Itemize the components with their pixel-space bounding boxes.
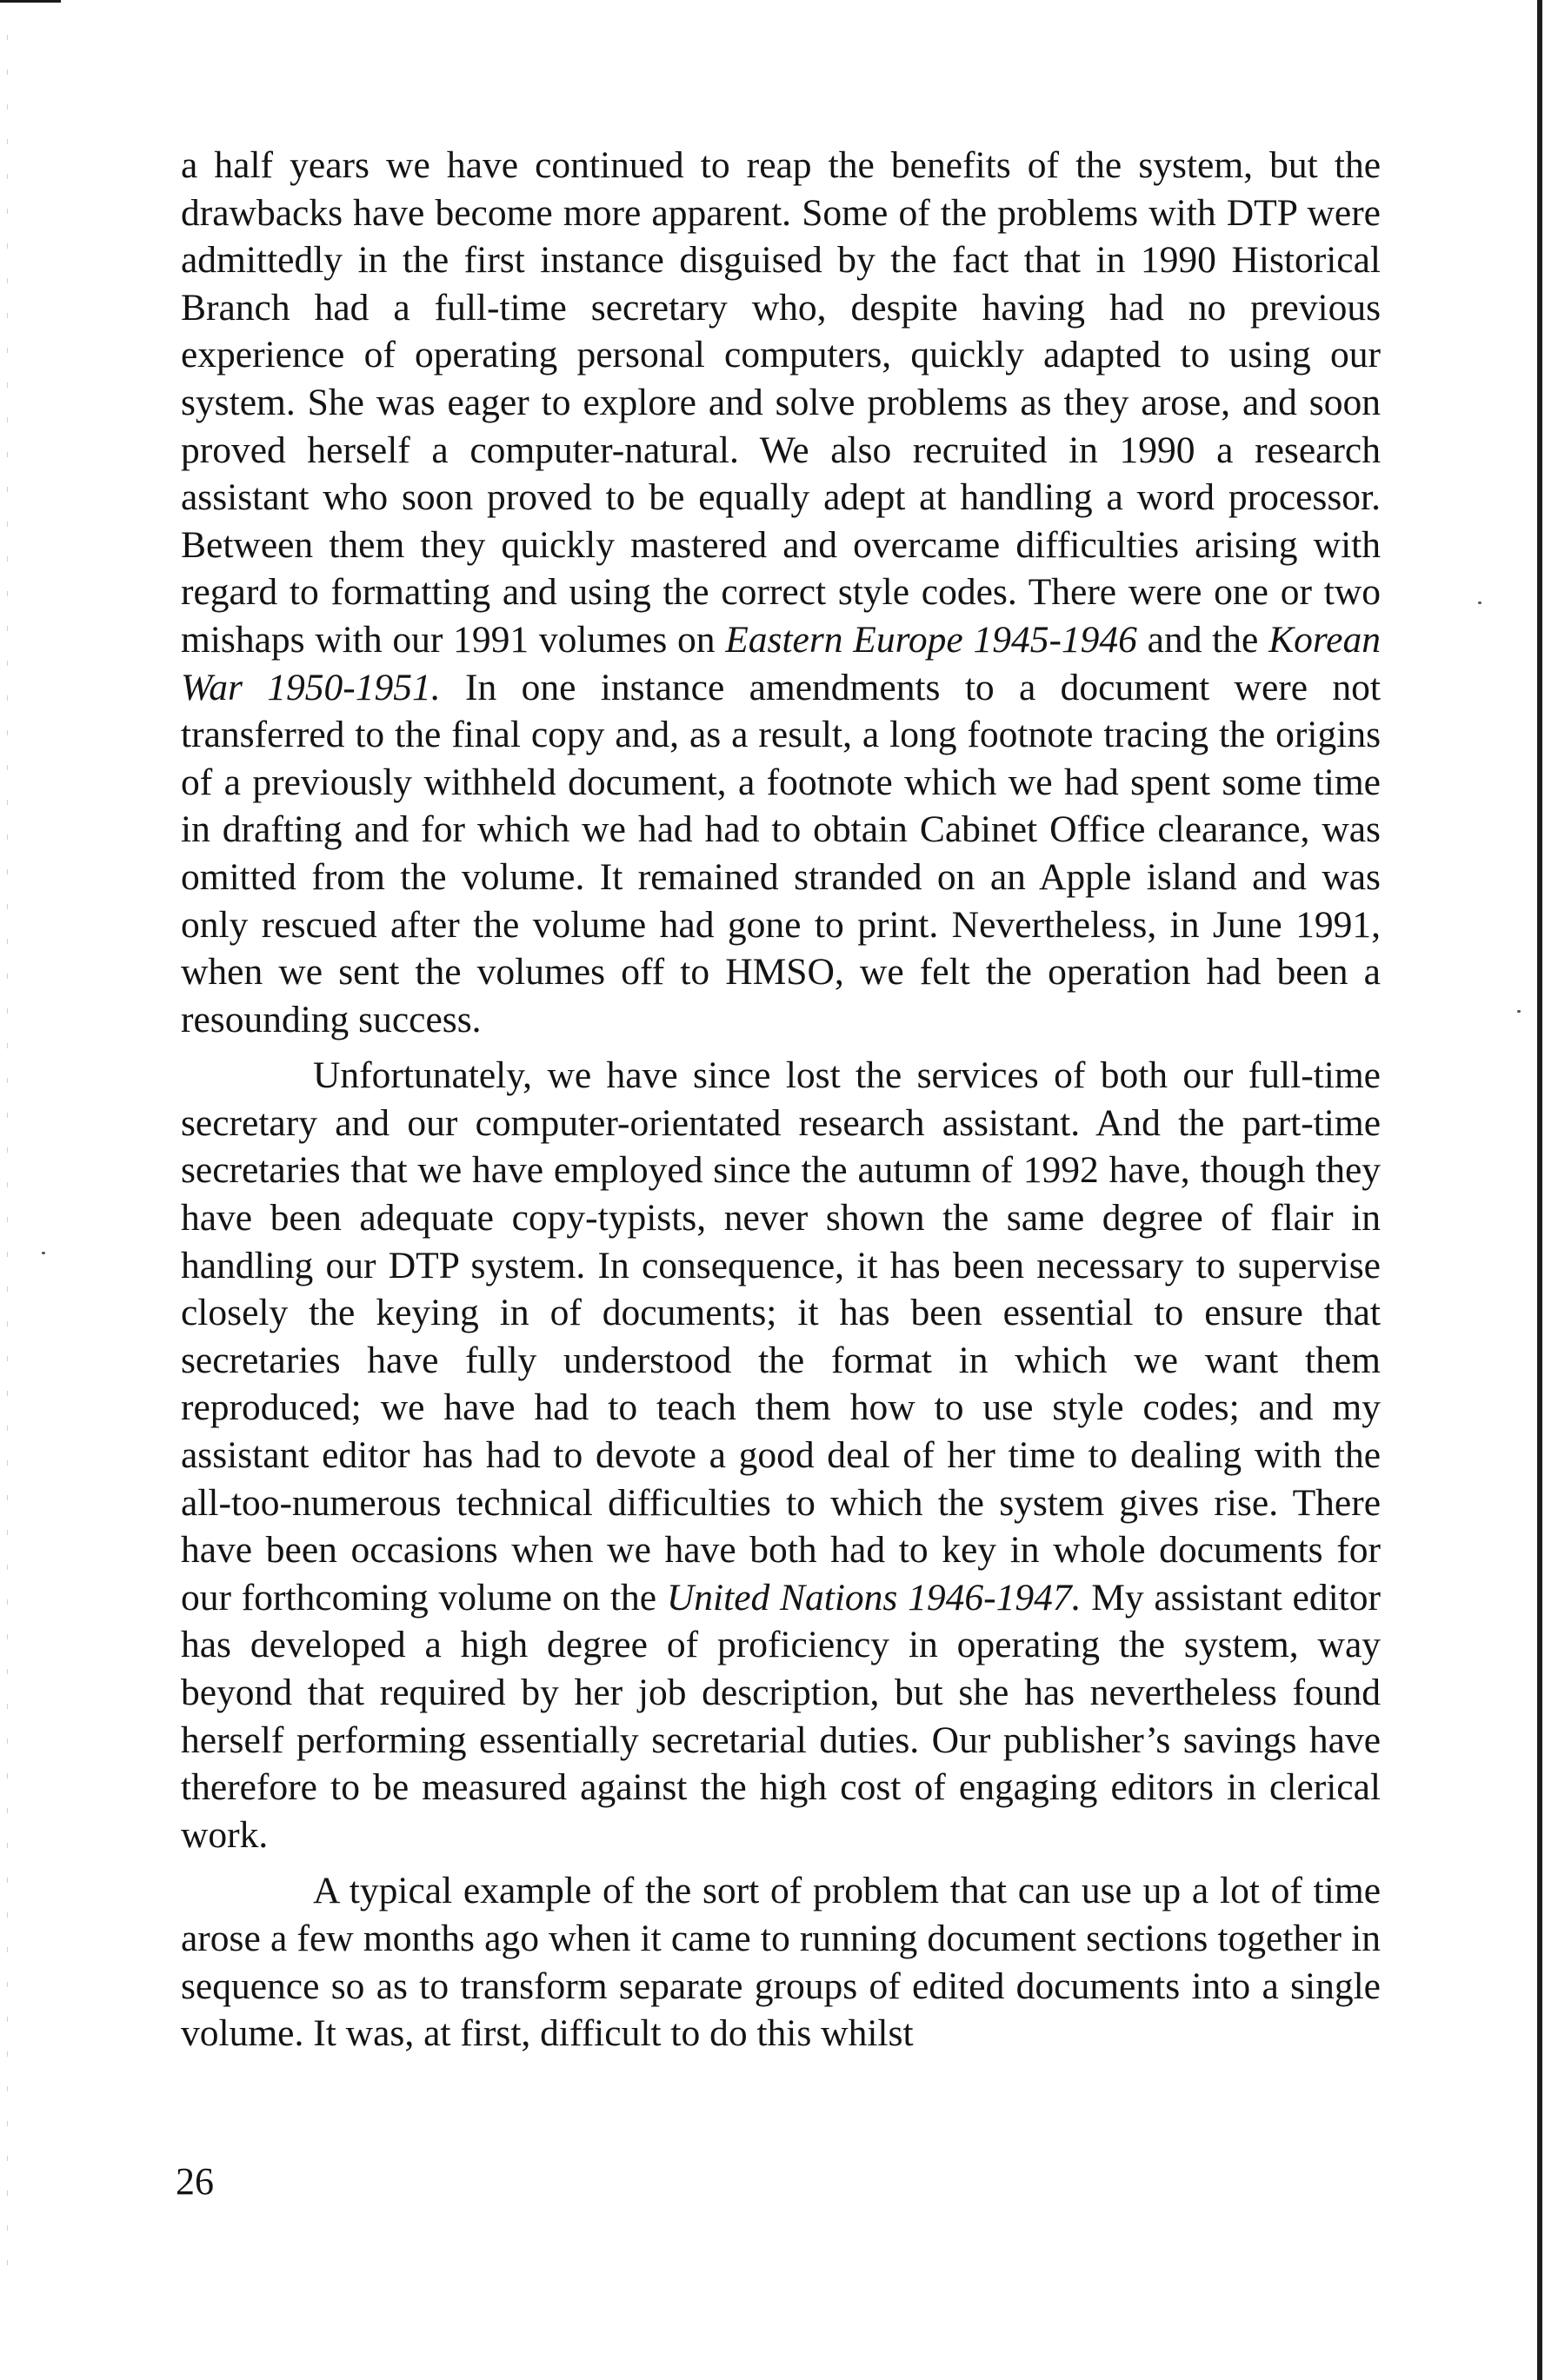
text-run: A typical example of the sort of problem that can use up a lot of time arose a few months ago when it came to running document sections together in sequence so as to transform separate groups of edited documents into a single volume. It was, at first, difficult to do this whilst xyxy=(181,1870,1381,2055)
text-run: Unfortunately, we have since lost the services of both our full-time secretary and our computer-orientated research assistant. And the part-time secretaries that we have employed since the autumn of 1992 have, though they have been adequate copy-typists, never shown the same degree of flair in handling our DTP system. In consequence, it has been necessary to supervise closely the keying in of documents; it has been essential to ensure that secretaries have fully understood the format in which we want them reproduced; we have had to teach them how to use style codes; and my assistant editor has had to devote a good deal of her time to dealing with the all-too-numerous technical difficulties to which the system gives rise. There have been occasions when we have both had to key in whole documents for our forthcoming volume on the xyxy=(181,1054,1381,1619)
paragraph xyxy=(181,1052,1381,1858)
text-run: My assistant editor has developed a high degree of proficiency in operating the system, way beyond that required by her job description, but she has nevertheless found herself performing essentially secretarial duties. Our publisher’s savings have therefore to be measured against the high cost of engaging editors in clerical work. xyxy=(181,1576,1381,1856)
scan-speck xyxy=(1478,602,1481,604)
paragraph xyxy=(181,1867,1381,2057)
body-text xyxy=(181,142,1381,2058)
page-number: 26 xyxy=(176,2160,214,2203)
italic-title: United Nations 1946-1947. xyxy=(666,1576,1082,1619)
scan-edge-left xyxy=(7,35,8,2295)
text-run: a half years we have continued to reap the benefits of the system, but the drawbacks have become more apparent. Some of the problems with DTP were admittedly in the first instance disguised by the fact that in 1990 Historical Branch had a full-time secretary who, despite having had no previous experience of operating personal computers, quickly adapted to using our system. She was eager to explore and solve problems as they arose, and soon proved herself a computer-natural. We also recruited in 1990 a research assistant who soon proved to be equally adept at handling a word processor. Between them they quickly mastered and overcame difficulties arising with regard to formatting and using the correct style codes. There were one or two mishaps with our 1991 volumes on xyxy=(181,144,1381,661)
italic-title: Eastern Europe 1945-1946 xyxy=(725,618,1137,661)
scan-edge-right xyxy=(1537,0,1542,2380)
scan-speck xyxy=(1517,1010,1521,1013)
paragraph xyxy=(181,142,1381,1043)
text-run: and the xyxy=(1136,618,1269,661)
text-run: In one instance amendments to a document were not transferred to the final copy and, as a result, a long footnote tracing the origins of a previously withheld document, a footnote which we had spent some time in drafting and for which we had had to obtain Cabinet Office clearance, was omitted from the volume. It remained stranded on an Apple island and was only rescued after the volume had gone to print. Nevertheless, in June 1991, when we sent the volumes off to HMSO, we felt the operation had been a resounding success. xyxy=(181,666,1381,1040)
scan-speck xyxy=(42,1252,45,1254)
italic-title: Korean War 1950-1951. xyxy=(181,618,1381,708)
scan-edge-top xyxy=(0,0,61,3)
